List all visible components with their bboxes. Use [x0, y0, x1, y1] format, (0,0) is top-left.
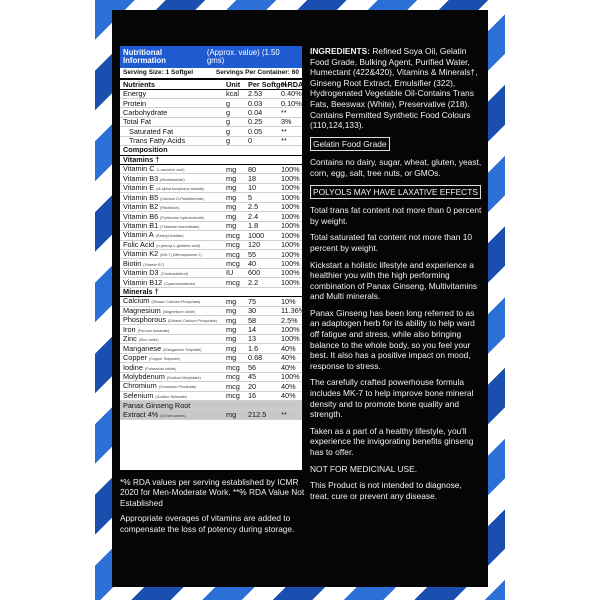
nutrient-name: Vitamin B12 [123, 277, 163, 287]
trans-fat-statement: Total trans fat content not more than 0 percent by weight. [310, 205, 482, 226]
nutrition-table-title: Nutritional Information [123, 48, 166, 65]
ingredients-block [310, 46, 482, 131]
nutrient-rda: 100% [281, 325, 300, 335]
nutrient-value: 1000 [248, 230, 265, 240]
row-name [123, 354, 226, 362]
table-header-row [120, 79, 307, 89]
nutrient-name: Vitamin B5 [123, 192, 159, 202]
nutrient-name: Vitamin A [123, 230, 154, 240]
nutrient-rda: 2.5% [281, 315, 298, 325]
mineral-rows [120, 296, 306, 401]
nutrient-rda: 10% [281, 296, 296, 306]
nutrient-rda: 3% [281, 117, 292, 127]
nutrient-source: (n-pteroyl-L-glutamic acid) [156, 243, 201, 248]
nutrient-name: Trans Fatty Acids [129, 136, 186, 146]
row-name [123, 175, 226, 183]
nutrient-value: 20 [248, 381, 257, 391]
nutrient-name: Zinc [123, 334, 137, 344]
nutrient-row [120, 90, 302, 99]
row-name [123, 109, 226, 116]
vitamin-row [120, 250, 302, 259]
nutrient-name: Vitamin B1 [123, 220, 159, 230]
nutrient-value: 2.4 [248, 211, 259, 221]
nutrient-rows [120, 90, 302, 147]
footnotes [120, 477, 310, 539]
nutrient-unit: mg [226, 306, 237, 316]
polyols-warning: POLYOLS MAY HAVE LAXATIVE EFFECTS [310, 185, 481, 200]
nutrient-source: (Dibasic Calcium Phosphate) [168, 319, 217, 324]
nutrient-unit: mg [226, 334, 237, 344]
nutrient-name: Vitamin B6 [123, 211, 159, 221]
row-name [123, 307, 226, 315]
nutrient-value: 2.5 [248, 202, 259, 212]
row-name [123, 316, 226, 324]
nutrient-unit: mcg [226, 240, 240, 250]
disclaimer: This Product is not intended to diagnose, treat, cure or prevent any disease. [310, 480, 462, 501]
nutrient-unit: mcg [226, 258, 240, 268]
nutrition-table [120, 46, 307, 470]
nutrient-source: (Zinc oxide) [138, 338, 159, 343]
nutrient-value: 14 [248, 325, 257, 335]
nutrient-value: 58 [248, 315, 257, 325]
row-name [123, 279, 226, 287]
nutrient-source: (Sodium Molybdate) [166, 375, 201, 380]
nutrient-name: Molybdenum [123, 371, 165, 381]
nutrient-source: (Copper Sulphate) [148, 357, 180, 362]
nutrient-value: 5 [248, 192, 253, 202]
nutrient-value: 13 [248, 334, 257, 344]
nutrient-value: 2.53 [248, 89, 263, 99]
nutrient-rda: 100% [281, 174, 300, 184]
serving-info [120, 68, 302, 81]
nutrient-name: Selenium [123, 390, 154, 400]
nutrient-rda: ** [281, 136, 287, 146]
nutrient-unit: mcg [226, 381, 240, 391]
nutrient-name: Copper [123, 353, 147, 363]
nutrient-source: (Calcium D-Pantothenate) [160, 196, 205, 201]
mineral-row [120, 325, 302, 334]
nutrient-value: 45 [248, 372, 257, 382]
nutrient-name: Chromium [123, 381, 157, 391]
nutrient-rda: 100% [281, 240, 300, 250]
row-name [123, 373, 226, 381]
nutrient-value: 0.03 [248, 98, 263, 108]
nutrient-value: 0 [248, 136, 253, 146]
nutrient-name: Calcium [123, 296, 150, 306]
nutrient-name: Protein [123, 98, 147, 108]
nutrient-source: (Sodium Selenate) [155, 394, 187, 399]
nutrient-unit: mg [226, 353, 237, 363]
nutrient-source: (Chromium Picolinate) [158, 385, 197, 390]
nutrient-rda: 40% [281, 362, 296, 372]
nutrient-source: (dl-alpha tocopheryl acetate) [156, 187, 205, 192]
row-name [123, 260, 226, 268]
gelatin-badge: Gelatin Food Grade [310, 137, 390, 152]
row-name [123, 194, 226, 202]
nutrient-name: Total Fat [123, 117, 151, 127]
nutrient-source: (Retinyl Acetate) [155, 234, 184, 239]
row-name [123, 269, 226, 277]
nutrient-value: 2.2 [248, 277, 259, 287]
description-para-2: Panax Ginseng has been long referred to as an adaptogen herb for its ability to help ward off fatigue and stress, while also bringing balance to the whole body, so you feel your best. It also has a positive impact on mood, response to stress. [310, 307, 475, 371]
nutrient-name: Vitamin B2 [123, 202, 159, 212]
row-name [123, 118, 226, 125]
nutrient-source: (Vitamin B7) [143, 262, 165, 267]
nutrient-rda: 100% [281, 372, 300, 382]
ginseng-rda: ** [281, 410, 287, 420]
nutrient-name: Magnesium [123, 305, 161, 315]
row-name [123, 335, 226, 343]
nutrient-unit: mcg [226, 277, 240, 287]
nutrient-rda: 100% [281, 211, 300, 221]
nutrient-source: (Ferrous fumarate) [137, 328, 170, 333]
nutrient-unit: mg [226, 164, 237, 174]
col-header-rda: %RDA* [281, 79, 307, 89]
nutrient-unit: mg [226, 325, 237, 335]
row-name [123, 297, 226, 305]
row-name [123, 382, 226, 390]
nutrient-rda: 100% [281, 221, 300, 231]
nutrient-name: Vitamin E [123, 183, 155, 193]
nutrient-value: 600 [248, 268, 261, 278]
nutrient-rda: 40% [281, 353, 296, 363]
nutrient-source: (Riboflavin) [160, 206, 180, 211]
nutrition-table-title-note: (Approx. value) (1.50 gms) [206, 48, 280, 65]
row-name [123, 345, 226, 353]
row-name [123, 231, 226, 239]
nutrient-unit: mcg [226, 230, 240, 240]
allergen-statement: Contains no dairy, sugar, wheat, gluten, yeast, corn, egg, salt, tree nuts, or GMOs. [310, 157, 482, 178]
vitamins-heading: Vitamins † [120, 156, 302, 165]
col-header-per-softgel: Per Softgel [248, 79, 287, 89]
nutrient-unit: mg [226, 174, 237, 184]
row-name [123, 137, 226, 144]
nutrient-rda: 40% [281, 391, 296, 401]
nutrient-unit: g [226, 136, 231, 146]
ginseng-sci: (Ginsenosides) [160, 414, 186, 418]
row-name [123, 250, 226, 258]
nutrient-rda: 100% [281, 277, 300, 287]
row-name [123, 241, 226, 249]
nutrient-value: 10 [248, 183, 257, 193]
nutrient-rda: 0.40% [281, 89, 302, 99]
row-name [123, 222, 226, 230]
nutrient-unit: mg [226, 192, 237, 202]
not-medicinal-notice: NOT FOR MEDICINAL USE. [310, 463, 418, 474]
row-name [123, 100, 226, 107]
nutrient-unit: mcg [226, 391, 240, 401]
row-name [123, 392, 226, 400]
nutrient-rda: 100% [281, 183, 300, 193]
nutrient-rda: 100% [281, 202, 300, 212]
nutrient-value: 0.68 [248, 353, 263, 363]
nutrient-value: 1.8 [248, 221, 259, 231]
ingredients-text: Refined Soya Oil, Gelatin Food Grade, Bulking Agent, Purified Water, Humectant (422&420), Vitamins & Minerals†, Ginseng Root Extract, Emulsifier (322), Hydrogenated Vegetable Oil-Contains Trans Fats, Beeswax (White), Preservative (218). Contains Permitted Synthetic Food Colours (110,124,133). [310, 46, 478, 131]
minerals-heading: Minerals † [120, 288, 302, 297]
nutrient-value: 1.6 [248, 343, 259, 353]
mineral-row [120, 316, 302, 325]
nutrition-table-header [120, 46, 302, 68]
nutrient-unit: kcal [226, 89, 239, 99]
nutrient-name: Vitamin D3 [123, 268, 159, 278]
nutrient-value: 55 [248, 249, 257, 259]
nutrient-rda: 100% [281, 192, 300, 202]
col-header-nutrients: Nutrients [123, 79, 156, 89]
row-name [123, 128, 226, 135]
ginseng-unit: mg [226, 410, 237, 420]
nutrient-unit: g [226, 107, 231, 117]
nutrient-rda: 100% [281, 230, 300, 240]
nutrient-name: Phosphorous [123, 315, 167, 325]
nutrient-source: (Pyridoxine hydrochloride) [160, 215, 205, 220]
nutrient-source: (Dibasic Calcium Phosphate) [151, 300, 201, 305]
nutrient-rda: 100% [281, 334, 300, 344]
description-para-1: Kickstart a holistic lifestyle and experience a healthier you with the high performing combination of Panax Ginseng, Multivitamins and Multi minerals. [310, 259, 478, 302]
ginseng-row-line1 [120, 401, 302, 410]
nutrient-rda: 40% [281, 381, 296, 391]
nutrient-value: 0.05 [248, 126, 263, 136]
nutrient-unit: mg [226, 296, 237, 306]
nutrient-unit: mg [226, 315, 237, 325]
rda-footnote: *% RDA values per serving established by ICMR 2020 for Men-Moderate Work. **% RDA Value Not Established [120, 477, 305, 508]
serving-size: Serving Size: 1 Softgel [123, 68, 194, 76]
ginseng-extract: Extract 4% [123, 410, 159, 419]
nutrient-name: Energy [123, 89, 147, 99]
description-para-3: The carefully crafted powerhouse formula includes MK-7 to help improve bone mineral density and to promote bone quality and strength. [310, 377, 474, 420]
nutrient-unit: mg [226, 343, 237, 353]
row-name [123, 184, 226, 192]
nutrient-unit: mcg [226, 372, 240, 382]
row-name [123, 326, 226, 334]
nutrient-source: (Thiamine mononitrate) [160, 224, 200, 229]
mineral-row [120, 344, 302, 353]
ginseng-name: Panax Ginseng Root [123, 400, 191, 410]
nutrient-rda: 100% [281, 268, 300, 278]
nutrient-value: 56 [248, 362, 257, 372]
ingredients-label: INGREDIENTS: [310, 46, 371, 56]
nutrient-source: (Cholecalciferol) [160, 272, 188, 277]
nutrient-name: Folic Acid [123, 239, 155, 249]
composition-heading: Composition [120, 146, 302, 155]
nutrient-name: Biotin [123, 258, 142, 268]
nutrient-rda: 100% [281, 164, 300, 174]
nutrient-name: Iodine [123, 362, 143, 372]
nutrient-rda: ** [281, 107, 287, 117]
servings-per-container: Servings Per Container: 60 [215, 68, 299, 76]
nutrient-source: (Potassium iodide) [144, 366, 177, 371]
nutrient-value: 80 [248, 164, 257, 174]
ginseng-value: 212.5 [248, 410, 267, 420]
nutrient-unit: g [226, 117, 231, 127]
nutrient-rda: 100% [281, 249, 300, 259]
row-name [123, 364, 226, 372]
nutrient-unit: mcg [226, 362, 240, 372]
nutrient-rda: 11.36% [281, 306, 306, 316]
nutrient-source: (Nicotinamide) [160, 177, 185, 182]
nutrient-name: Carbohydrate [123, 107, 168, 117]
nutrient-name: Manganese [123, 343, 162, 353]
nutrient-unit: mg [226, 202, 237, 212]
nutrient-source: (L-ascorbic acid) [156, 168, 185, 173]
nutrient-value: 0.04 [248, 107, 263, 117]
mineral-row [120, 392, 302, 401]
nutrient-value: 30 [248, 306, 257, 316]
nutrient-rda: ** [281, 126, 287, 136]
nutrient-unit: mg [226, 221, 237, 231]
nutrient-value: 120 [248, 240, 261, 250]
row-name [123, 90, 226, 97]
nutrient-unit: mg [226, 211, 237, 221]
nutrient-unit: g [226, 126, 231, 136]
row-name [123, 213, 226, 221]
mineral-row [120, 354, 302, 363]
nutrient-unit: IU [226, 268, 234, 278]
overage-note: Appropriate overages of vitamins are added to compensate the loss of potency during storage. [120, 513, 295, 534]
vitamin-rows [120, 165, 302, 288]
nutrient-name: Vitamin C [123, 164, 155, 174]
nutrient-value: 18 [248, 174, 257, 184]
nutrient-source: (MK-7) (Menaquinone-7) [160, 253, 202, 258]
right-column [310, 46, 482, 507]
ginseng-row-line2 [120, 410, 302, 420]
nutrient-source: (Cyanocobalamin) [164, 281, 196, 286]
nutrient-rda: 100% [281, 258, 300, 268]
nutrient-unit: g [226, 98, 231, 108]
saturated-fat-statement: Total saturated fat content not more than 10 percent by weight. [310, 232, 473, 253]
nutrient-value: 0.25 [248, 117, 263, 127]
nutrient-unit: mg [226, 183, 237, 193]
nutrient-name: Vitamin B3 [123, 173, 159, 183]
nutrient-value: 75 [248, 296, 257, 306]
nutrient-value: 16 [248, 391, 257, 401]
nutrient-source: (Magnesium oxide) [162, 309, 196, 314]
nutrient-unit: mcg [226, 249, 240, 259]
nutrient-source: (Manganese Sulphate) [163, 347, 202, 352]
nutrient-name: Vitamin K2 [123, 249, 159, 259]
nutrient-name: Saturated Fat [129, 126, 174, 136]
nutrient-name: Iron [123, 324, 136, 334]
row-name [123, 165, 226, 173]
ginseng-name-2 [123, 411, 226, 419]
description-para-4: Taken as a part of a healthy lifestyle, you'll experience the invigorating benefits ginseng has to offer. [310, 425, 474, 457]
nutrient-rda: 0.10% [281, 98, 302, 108]
row-name [123, 203, 226, 211]
nutrient-value: 40 [248, 258, 257, 268]
nutrient-rda: 40% [281, 343, 296, 353]
col-header-unit: Unit [226, 79, 241, 89]
